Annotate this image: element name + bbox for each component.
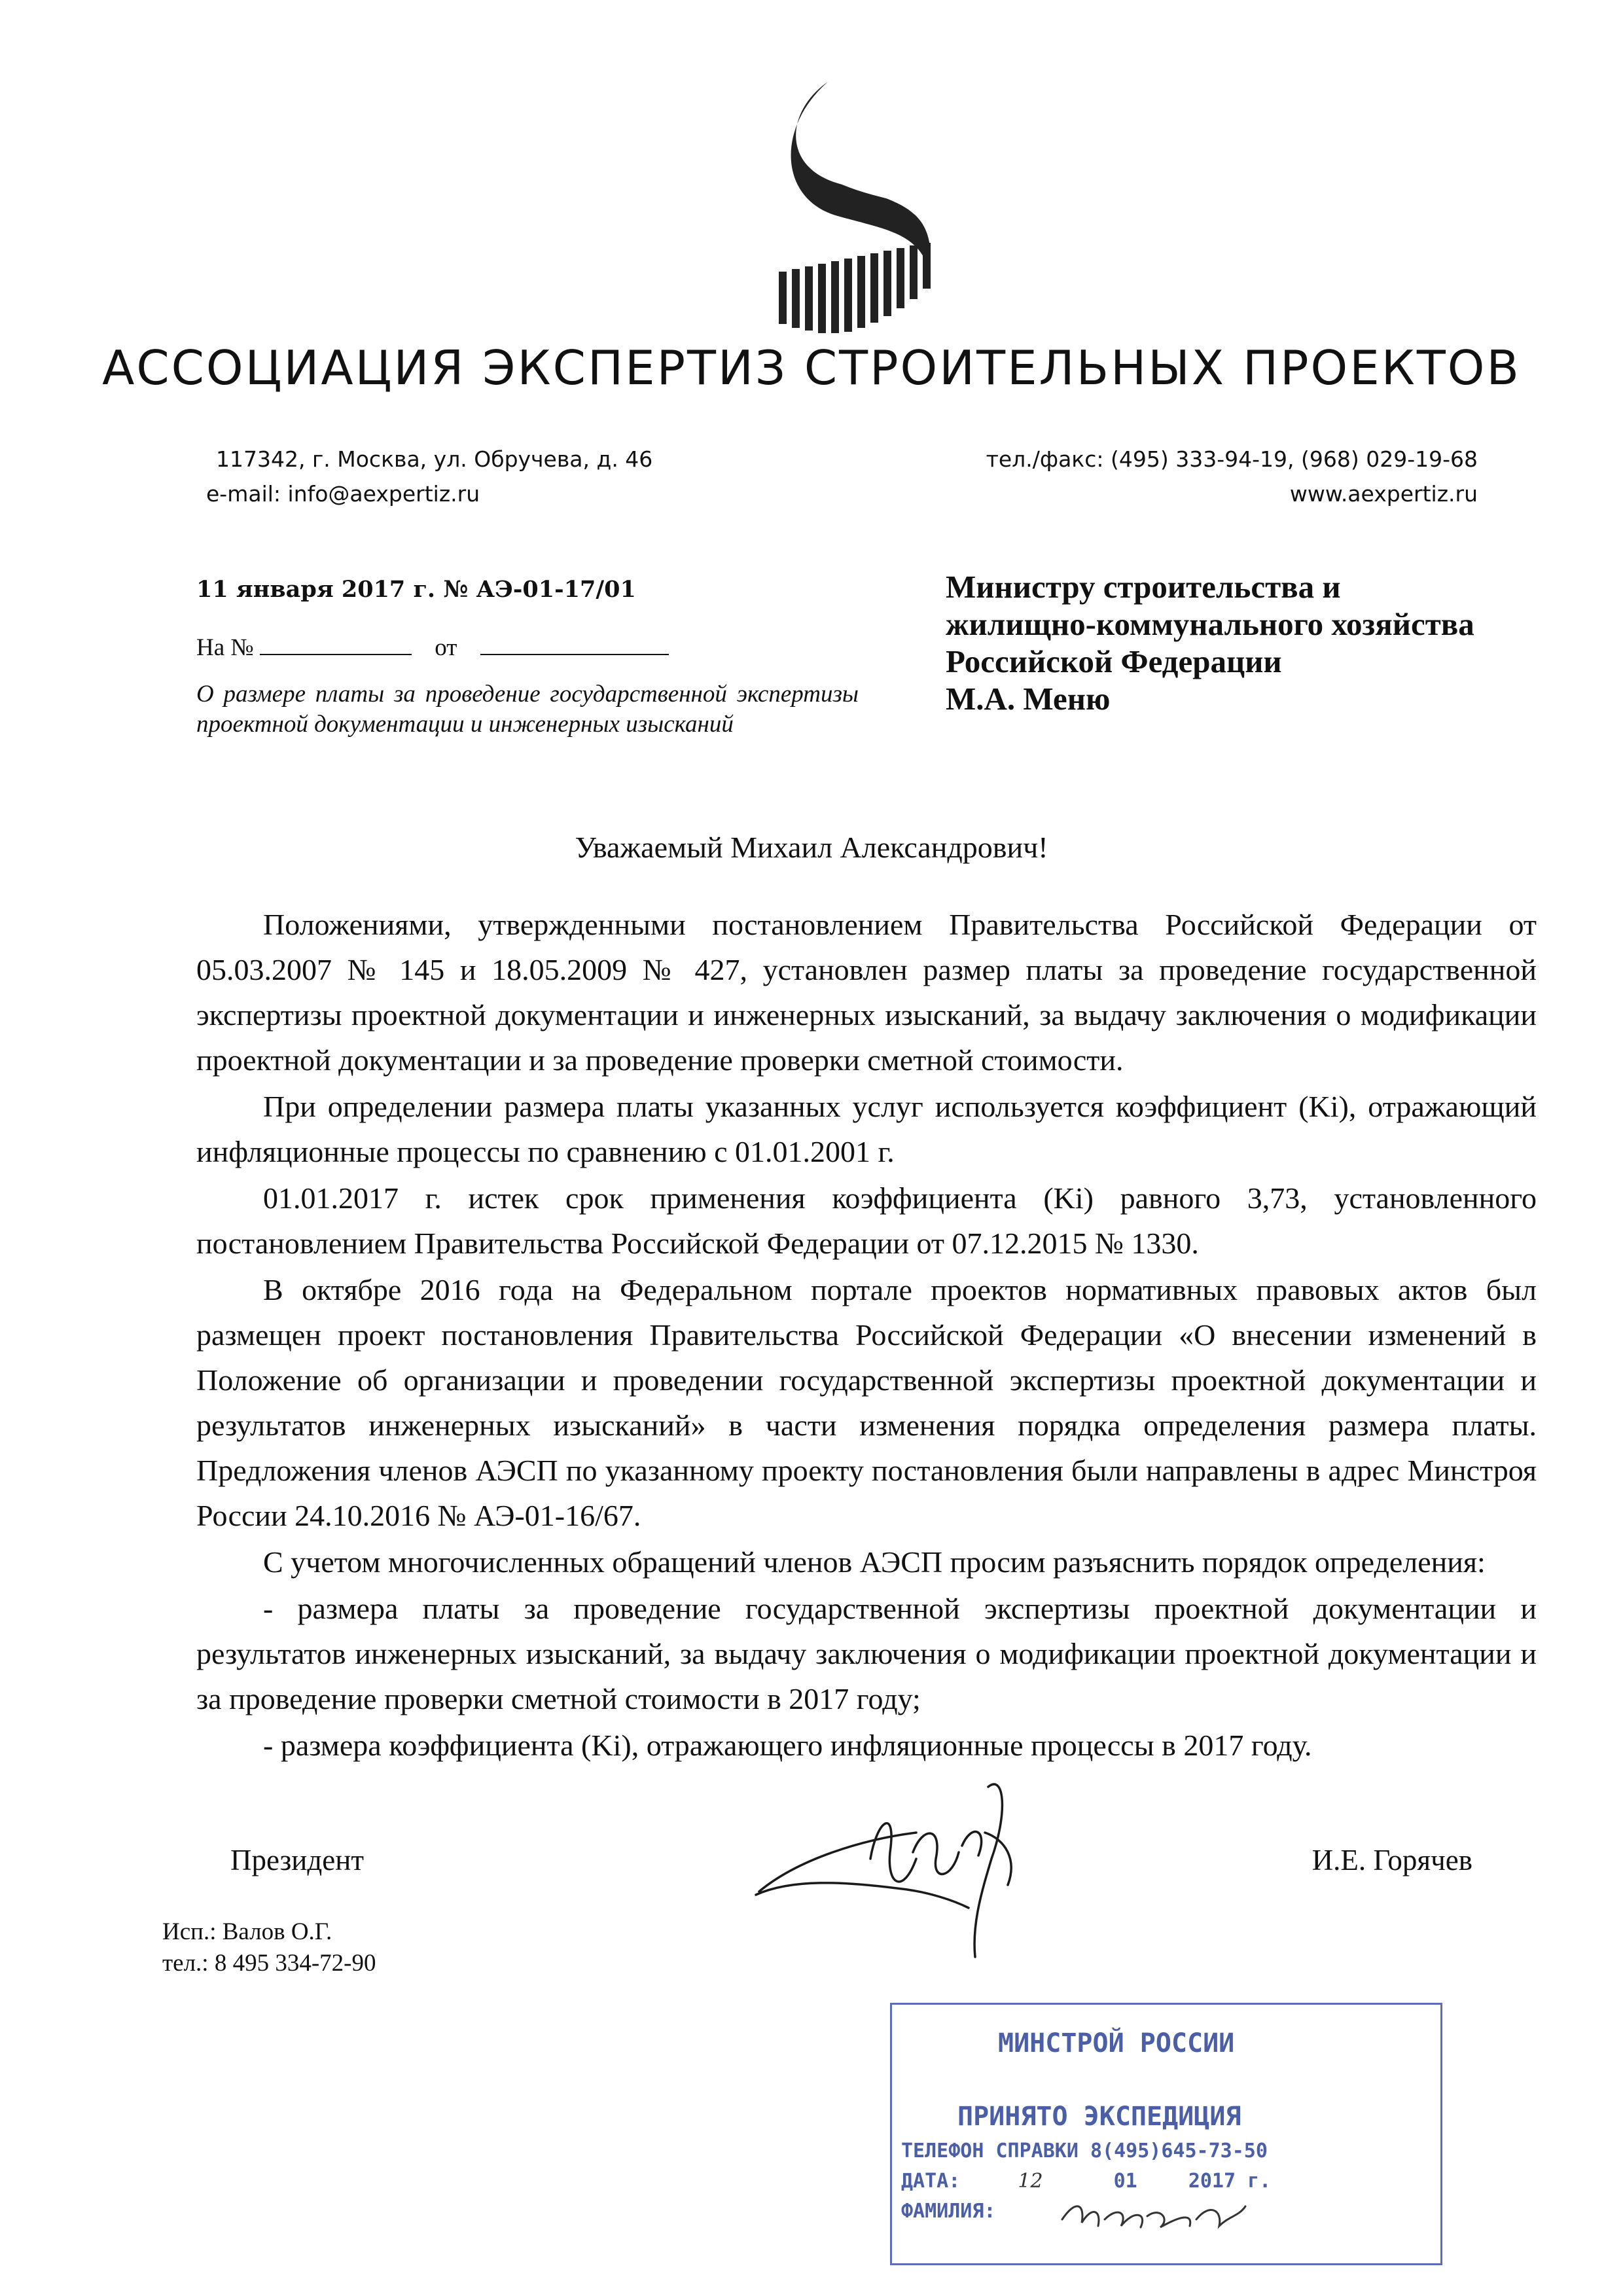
recipient-line-3: Российской Федерации	[946, 643, 1282, 679]
stamp-date-month: 01	[1113, 2170, 1137, 2193]
letter-body	[196, 902, 1537, 1769]
body-paragraph-7: - размера коэффициента (Ki), отражающего инфляционные процессы в 2017 году.	[263, 1729, 1312, 1762]
stamp-ministry: МИНСТРОЙ РОССИИ	[998, 2028, 1235, 2058]
body-paragraph-5: С учетом многочисленных обращений членов АЭСП просим разъяснить порядок определения:	[263, 1545, 1486, 1579]
na-blank	[260, 632, 412, 655]
body-paragraph-3: 01.01.2017 г. истек срок применения коэффициента (Ki) равного 3,73, установленного постановлением Правительства Российской Федерации от 07.12.2015 № 1330.	[196, 1181, 1537, 1260]
stamp-surname-label: ФАМИЛИЯ:	[901, 2200, 996, 2223]
body-paragraph-1: Положениями, утвержденными постановлением Правительства Российской Федерации от 05.03.2007 № 145 и 18.05.2009 № 427, установлен размер платы за проведение государственной экспертизы проектной документации и инженерных изысканий, за выдачу заключения о модификации проектной документации и за проведение проверки сметной стоимости.	[196, 908, 1537, 1077]
body-paragraph-4: В октябре 2016 года на Федеральном портале проектов нормативных правовых актов был размещен проект постановления Правительства Российской Федерации «О внесении изменений в Положение об организации и проведении государственной экспертизы проектной документации и результатов инженерных изысканий» в части изменения порядка определения размера платы. Предложения членов АЭСП по указанному проекту постановления были направлены в адрес Минстроя России 24.10.2016 № АЭ-01-16/67.	[196, 1273, 1537, 1532]
signatory-name: И.Е. Горячев	[1311, 1844, 1472, 1876]
signatory-title: Президент	[230, 1844, 364, 1876]
letter-subject: О размере платы за проведение государственной экспертизы проектной документации и инженерных изысканий	[196, 681, 859, 738]
handwritten-signature	[746, 1761, 1034, 1964]
stamp-received: ПРИНЯТО ЭКСПЕДИЦИЯ	[957, 2102, 1241, 2132]
address: 117342, г. Москва, ул. Обручева, д. 46	[216, 446, 653, 472]
stamp-handwritten-surname	[1056, 2180, 1252, 2239]
registration-stamp	[890, 2003, 1442, 2265]
ot-label: от	[435, 634, 457, 661]
recipient	[946, 568, 1535, 717]
organization-name: АССОЦИАЦИЯ ЭКСПЕРТИЗ СТРОИТЕЛЬНЫХ ПРОЕКТОВ	[102, 340, 1521, 395]
greeting: Уважаемый Михаил Александрович!	[575, 831, 1048, 864]
stamp-surname	[901, 2200, 996, 2223]
executor-block	[162, 1916, 376, 1979]
body-paragraph-2: При определении размера платы указанных услуг используется коэффициент (Ki), отражающий инфляционные процессы по сравнению с 01.01.2001 г.	[196, 1090, 1537, 1168]
association-logo	[766, 75, 942, 337]
reply-reference	[196, 632, 669, 662]
body-paragraph-6: - размера платы за проведение государственной экспертизы проектной документации и результатов инженерных изысканий, за выдачу заключения о модификации проектной документации и за проведение проверки сметной стоимости в 2017 году;	[196, 1592, 1537, 1715]
letter-date-number: 11 января 2017 г. № АЭ-01-17/01	[196, 576, 636, 603]
stamp-date-label: ДАТА:	[901, 2170, 961, 2193]
phone-fax: тел./факс: (495) 333-94-19, (968) 029-19-68	[986, 446, 1478, 472]
recipient-line-1: Министру строительства и	[946, 569, 1341, 605]
email[interactable]: e-mail: info@aexpertiz.ru	[206, 481, 480, 507]
ot-blank	[480, 632, 669, 655]
na-label: На №	[196, 634, 254, 661]
stamp-phone: ТЕЛЕФОН СПРАВКИ 8(495)645-73-50	[901, 2140, 1268, 2162]
recipient-line-2: жилищно-коммунального хозяйства	[946, 606, 1474, 642]
executor-name: Исп.: Валов О.Г.	[162, 1918, 332, 1945]
stamp-date-year: 2017 г.	[1188, 2170, 1272, 2193]
recipient-line-4: М.А. Меню	[946, 681, 1111, 717]
executor-phone: тел.: 8 495 334-72-90	[162, 1950, 376, 1977]
stamp-date-day: 12	[1018, 2170, 1043, 2193]
website[interactable]: www.aexpertiz.ru	[1289, 481, 1478, 507]
